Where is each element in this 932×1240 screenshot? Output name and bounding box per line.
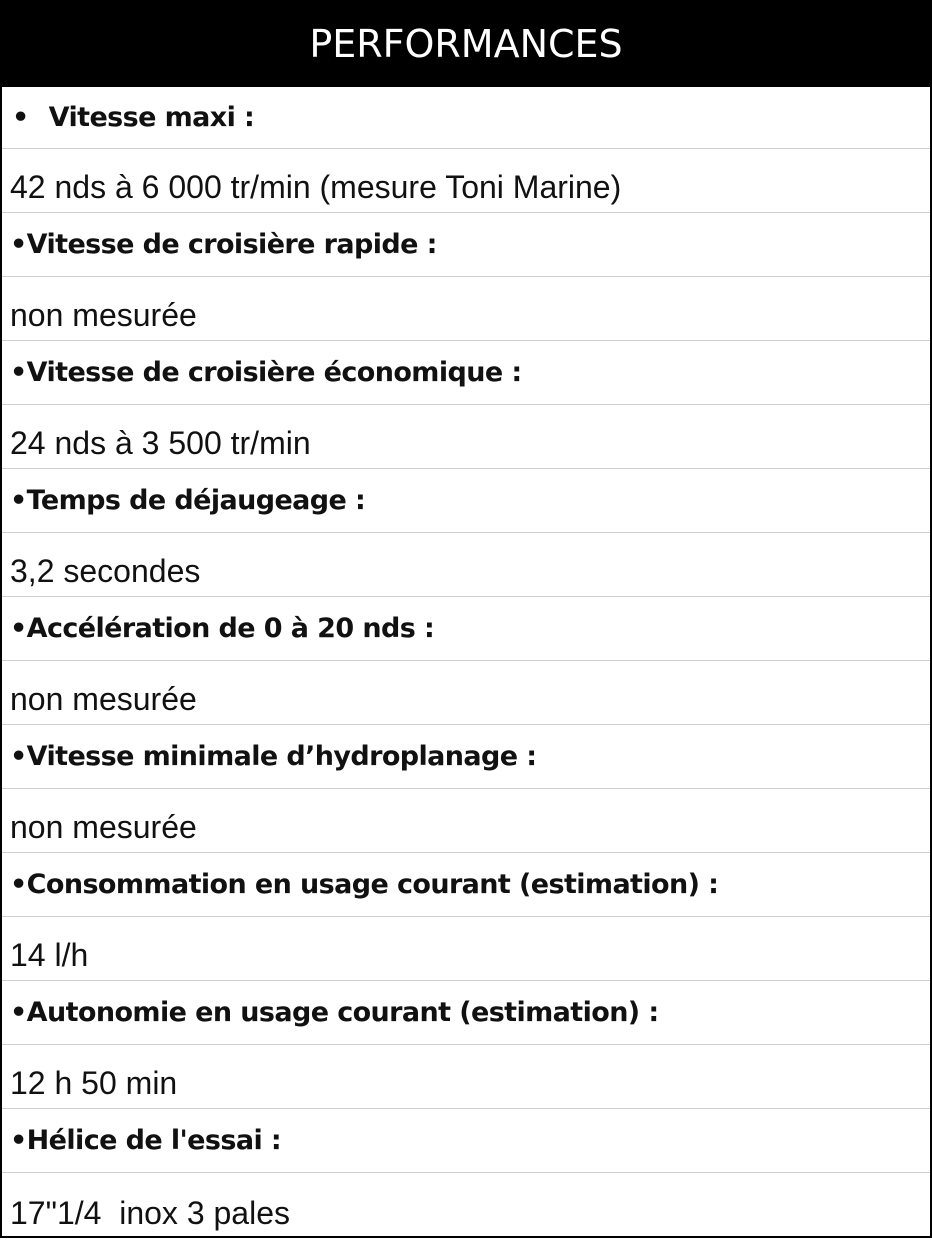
- value-row-fast-cruise: [2, 277, 930, 341]
- value-min-planing-speed: non mesurée: [10, 809, 197, 845]
- bullet-icon: •: [10, 357, 27, 388]
- value-consumption: 14 l/h: [10, 937, 89, 973]
- label-row-max-speed: [2, 87, 930, 149]
- value-row-propeller: [2, 1173, 930, 1240]
- label-propeller: Hélice de l'essai :: [26, 1125, 282, 1156]
- bullet-icon: •: [10, 485, 27, 516]
- label-row-range: [2, 981, 930, 1045]
- value-fast-cruise: non mesurée: [10, 297, 197, 333]
- value-acceleration: non mesurée: [10, 681, 197, 717]
- label-row-planing-time: [2, 469, 930, 533]
- bullet-icon: •: [10, 741, 27, 772]
- value-row-max-speed: [2, 149, 930, 213]
- label-min-planing-speed: Vitesse minimale d’hydroplanage :: [26, 741, 537, 772]
- value-row-acceleration: [2, 661, 930, 725]
- value-row-min-planing-speed: [2, 789, 930, 853]
- table-header: [2, 0, 930, 87]
- value-propeller: 17"1/4 inox 3 pales: [10, 1195, 290, 1231]
- label-row-acceleration: [2, 597, 930, 661]
- label-acceleration: Accélération de 0 à 20 nds :: [26, 613, 435, 644]
- label-row-propeller: [2, 1109, 930, 1173]
- bullet-icon: •: [10, 1125, 27, 1156]
- value-eco-cruise: 24 nds à 3 500 tr/min: [10, 425, 311, 461]
- label-row-consumption: [2, 853, 930, 917]
- label-row-eco-cruise: [2, 341, 930, 405]
- label-fast-cruise: Vitesse de croisière rapide :: [26, 229, 437, 260]
- value-max-speed: 42 nds à 6 000 tr/min (mesure Toni Marine): [10, 169, 622, 205]
- value-planing-time: 3,2 secondes: [10, 553, 201, 589]
- bullet-icon: •: [12, 102, 29, 133]
- value-row-eco-cruise: [2, 405, 930, 469]
- bullet-icon: •: [10, 997, 27, 1028]
- value-row-consumption: [2, 917, 930, 981]
- bullet-icon: •: [10, 869, 27, 900]
- bullet-icon: •: [10, 229, 27, 260]
- label-max-speed: Vitesse maxi :: [48, 102, 255, 133]
- value-range: 12 h 50 min: [10, 1065, 178, 1101]
- value-row-range: [2, 1045, 930, 1109]
- label-eco-cruise: Vitesse de croisière économique :: [26, 357, 522, 388]
- label-row-min-planing-speed: [2, 725, 930, 789]
- table-title: PERFORMANCES: [309, 21, 623, 66]
- label-range: Autonomie en usage courant (estimation) :: [26, 997, 659, 1028]
- label-planing-time: Temps de déjaugeage :: [26, 485, 366, 516]
- value-row-planing-time: [2, 533, 930, 597]
- table-body: [2, 87, 930, 1240]
- label-consumption: Consommation en usage courant (estimation) :: [26, 869, 719, 900]
- label-row-fast-cruise: [2, 213, 930, 277]
- bullet-icon: •: [10, 613, 27, 644]
